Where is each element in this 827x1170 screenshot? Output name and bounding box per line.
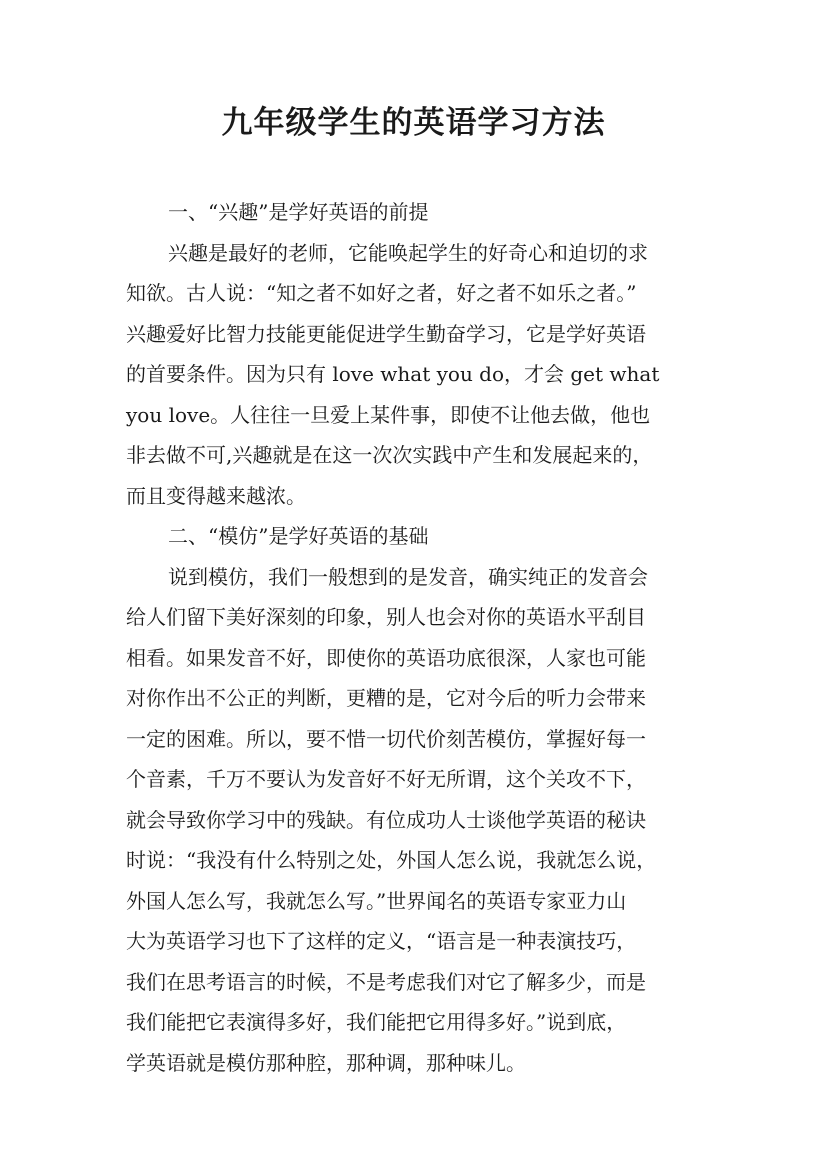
paragraph-line: 兴趣爱好比智力技能更能促进学生勤奋学习，它是学好英语	[126, 321, 646, 346]
paragraph-line: 非去做不可,兴趣就是在这一次次实践中产生和发展起来的，	[126, 443, 653, 467]
paragraph-line: 说到模仿，我们一般想到的是发音，确实纯正的发音会	[168, 564, 648, 589]
paragraph-line: 外国人怎么写，我就怎么写。”世界闻名的英语专家亚力山	[126, 888, 627, 913]
paragraph-line: 知欲。古人说：“知之者不如好之者，好之者不如乐之者。”	[126, 281, 637, 305]
paragraph-line: 个音素，千万不要认为发音好不好无所谓，这个关攻不下，	[126, 767, 646, 791]
paragraph-line: 大为英语学习也下了这样的定义，“语言是一种表演技巧，	[126, 929, 637, 953]
paragraph-line: 的首要条件。因为只有 love what you do，才会 get what	[126, 362, 660, 386]
paragraph-line: 而且变得越来越浓。	[126, 483, 306, 508]
paragraph-line: 我们在思考语言的时候，不是考虑我们对它了解多少，而是	[126, 969, 646, 994]
paragraph-line: 我们能把它表演得多好，我们能把它用得多好。”说到底，	[126, 1010, 627, 1034]
section-heading-imitation: 二、“模仿”是学好英语的基础	[168, 524, 429, 548]
paragraph-line: 对你作出不公正的判断，更糟的是，它对今后的听力会带来	[126, 686, 646, 710]
paragraph-line: 兴趣是最好的老师，它能唤起学生的好奇心和迫切的求	[168, 240, 648, 265]
paragraph-line: 相看。如果发音不好，即使你的英语功底很深，人家也可能	[126, 645, 646, 670]
paragraph-line: 学英语就是模仿那种腔，那种调，那种味儿。	[126, 1050, 526, 1075]
section-heading-interest: 一、“兴趣”是学好英语的前提	[168, 200, 429, 224]
paragraph-line: 一定的困难。所以，要不惜一切代价刻苦模仿，掌握好每一	[126, 726, 646, 751]
paragraph-line: you love。人往往一旦爱上某件事，即使不让他去做，他也	[126, 402, 651, 427]
paragraph-line: 时说：“我没有什么特别之处，外国人怎么说，我就怎么说，	[126, 848, 657, 872]
document-body	[126, 192, 711, 1083]
paragraph-line: 给人们留下美好深刻的印象，别人也会对你的英语水平刮目	[126, 605, 646, 629]
document-title: 九年级学生的英语学习方法	[221, 105, 606, 141]
paragraph-line: 就会导致你学习中的残缺。有位成功人士谈他学英语的秘诀	[126, 807, 646, 832]
